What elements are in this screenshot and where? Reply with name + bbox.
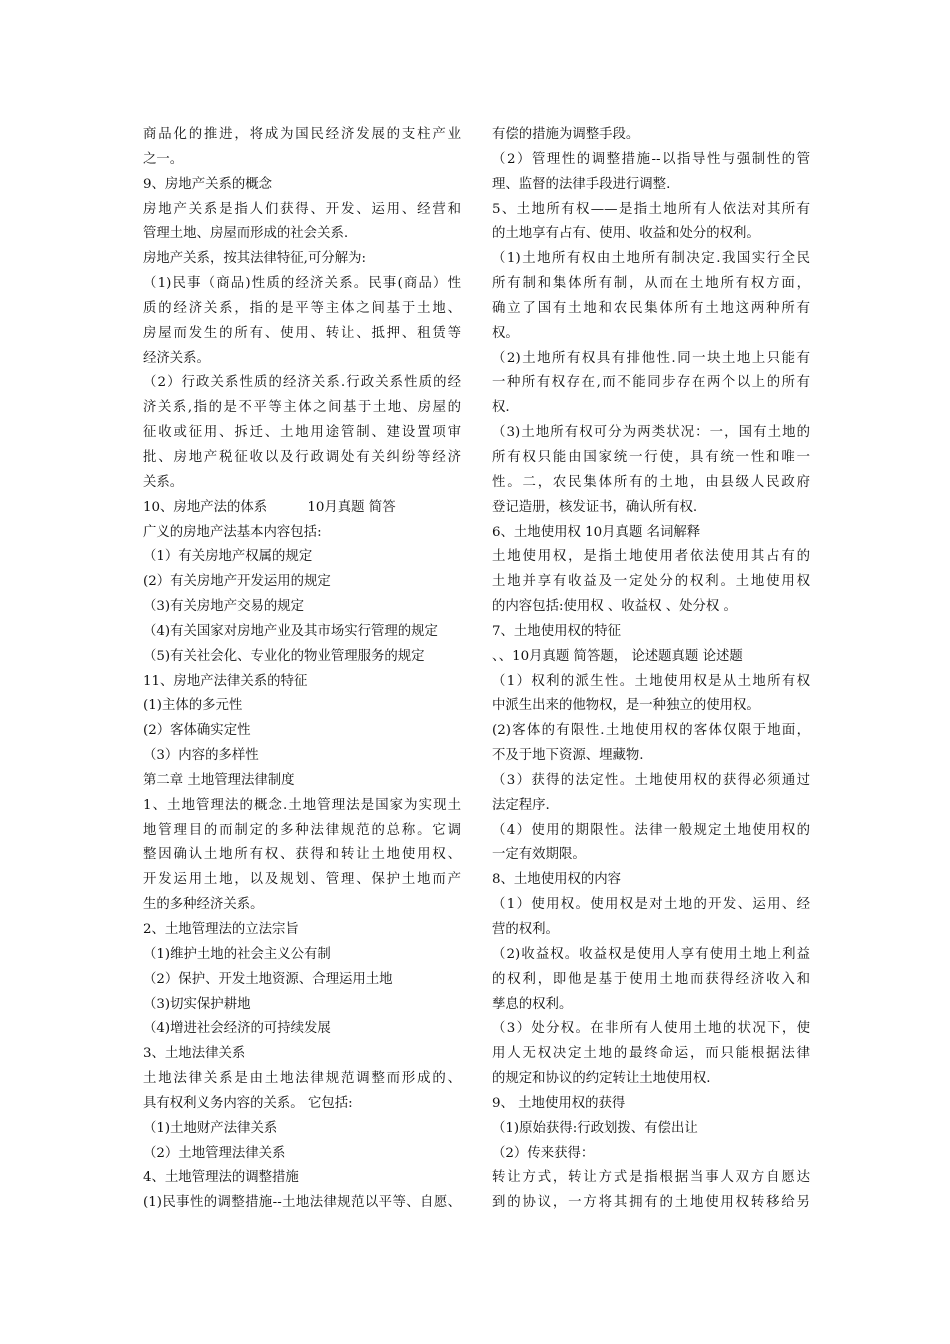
- text-line: (2）客体确实定性: [143, 723, 251, 739]
- text-line: 关系。: [143, 474, 184, 490]
- text-line: （3）内容的多样性: [143, 748, 259, 764]
- text-line: 确立了国有土地和农民集体所有土地这两种所有: [492, 300, 810, 316]
- text-line: 具有权利义务内容的关系。 它包括:: [143, 1095, 353, 1111]
- text-line: 整因确认土地所有权、获得和转让土地使用权、: [143, 847, 461, 863]
- text-line: 的内容包括:使用权 、收益权 、处分权 。: [492, 599, 737, 615]
- text-line: （3）获得的法定性。土地使用权的获得必须通过: [492, 772, 810, 788]
- text-line: （4)增进社会经济的可持续发展: [143, 1021, 331, 1037]
- text-line: （2）保护、开发土地资源、合理运用土地: [143, 971, 393, 987]
- text-line: 8、土地使用权的内容: [492, 872, 622, 888]
- text-line: 征收或征用、拆迁、土地用途管制、建设置项审: [143, 425, 461, 441]
- text-line: （3）处分权。在非所有人使用土地的状况下，使: [492, 1021, 810, 1037]
- text-line: （5)有关社会化、专业化的物业管理服务的规定: [143, 648, 425, 664]
- text-line: 土地法律关系是由土地法律规范调整而形成的、: [143, 1071, 461, 1087]
- text-line: 到的协议，一方将其拥有的土地使用权转移给另: [492, 1195, 810, 1211]
- text-line: （2）传来获得：: [492, 1145, 595, 1161]
- text-line: 法定程序.: [492, 797, 550, 813]
- text-line: （1）权利的派生性。土地使用权是从土地所有权: [492, 673, 810, 689]
- text-line: （4)有关国家对房地产业及其市场实行管理的规定: [143, 623, 438, 639]
- text-line: 中派生出来的他物权，是一种独立的使用权。: [492, 698, 760, 714]
- text-line: 9、 土地使用权的获得: [492, 1095, 626, 1111]
- text-line: 土地并享有收益及一定处分的权利。土地使用权: [492, 574, 810, 590]
- text-line: 的权利，即他是基于使用土地而获得经济收入和: [492, 971, 810, 987]
- text-line: 7、土地使用权的特征: [492, 623, 622, 639]
- text-line: 房屋而发生的所有、使用、转让、抵押、租赁等: [143, 325, 461, 341]
- text-line: 第二章 土地管理法律制度: [143, 772, 295, 788]
- text-line: （1）有关房地产权属的规定: [143, 549, 313, 565]
- text-line: 地管理目的而制定的多种法律规范的总称。它调: [143, 822, 461, 838]
- text-line: 不及于地下资源、埋藏物.: [492, 748, 644, 764]
- text-line: 的规定和协议的约定转让土地使用权.: [492, 1071, 711, 1087]
- text-line: （2)土地所有权具有排他性.同一块土地上只能有: [492, 350, 810, 366]
- text-line: 广义的房地产法基本内容包括:: [143, 524, 322, 540]
- text-line: 权。: [492, 325, 519, 341]
- text-line: (1)民事性的调整措施--土地法律规范以平等、自愿、: [143, 1195, 461, 1211]
- text-line: （1)土地所有权由土地所有制决定.我国实行全民: [492, 251, 810, 267]
- text-line: 经济关系。: [143, 350, 210, 366]
- text-line: （2）土地管理法律关系: [143, 1145, 286, 1161]
- text-line: 所有制和集体所有制，从而在土地所有权方面，: [492, 276, 810, 292]
- text-line: 孳息的权利。: [492, 996, 573, 1012]
- text-line: 商品化的推进，将成为国民经济发展的支柱产业: [143, 127, 461, 142]
- text-line: 理、监督的法律手段进行调整.: [492, 176, 671, 192]
- text-line: （1）使用权。使用权是对土地的开发、运用、经: [492, 897, 810, 913]
- text-line: 转让方式，转让方式是指根据当事人双方自愿达: [492, 1170, 810, 1186]
- text-line: 所有权只能由国家统一行使，具有统一性和唯一: [492, 449, 810, 465]
- text-line: 济关系,指的是不平等主体之间基于土地、房屋的: [143, 400, 461, 416]
- text-line: 5、土地所有权——是指土地所有人依法对其所有: [492, 201, 810, 217]
- text-line: 3、土地法律关系: [143, 1046, 246, 1062]
- text-line: 之一。: [143, 151, 184, 167]
- text-line: 房地产关系是指人们获得、开发、运用、经营和: [143, 201, 461, 217]
- text-line: （4）使用的期限性。法律一般规定土地使用权的: [492, 822, 810, 838]
- text-line: （3)有关房地产交易的规定: [143, 599, 305, 615]
- right-column: [492, 123, 810, 1216]
- text-line: (1)主体的多元性: [143, 698, 243, 714]
- text-line: （1)土地财产法律关系: [143, 1120, 278, 1136]
- text-line: 2、土地管理法的立法宗旨: [143, 922, 299, 937]
- text-line: 房地产关系，按其法律特征,可分解为:: [143, 251, 367, 267]
- text-line: 4、土地管理法的调整措施: [143, 1170, 299, 1186]
- text-line: 性。二，农民集体所有的土地，由县级人民政府: [492, 474, 810, 490]
- text-line: 10、房地产法的体系 10月真题 简答: [143, 499, 396, 515]
- left-column: [143, 123, 461, 1216]
- text-line: 1、土地管理法的概念.土地管理法是国家为实现土: [143, 797, 461, 813]
- text-line: （2）行政关系性质的经济关系.行政关系性质的经: [143, 375, 461, 391]
- text-line: （2）管理性的调整措施--以指导性与强制性的管: [492, 151, 810, 167]
- text-line: 的土地享有占有、使用、收益和处分的权利。: [492, 226, 760, 242]
- text-line: (2）有关房地产开发运用的规定: [143, 574, 331, 590]
- text-line: 登记造册，核发证书，确认所有权.: [492, 499, 698, 515]
- text-line: 9、房地产关系的概念: [143, 176, 273, 192]
- text-line: 土地使用权，是指土地使用者依法使用其占有的: [492, 549, 810, 565]
- text-line: 质的经济关系，指的是平等主体之间基于土地、: [143, 300, 461, 316]
- text-line: （1)原始获得:行政划拨、有偿出让: [492, 1120, 698, 1136]
- text-line: （3)土地所有权可分为两类状况：一，国有土地的: [492, 425, 810, 441]
- text-line: 批、房地产税征收以及行政调处有关纠纷等经济: [143, 449, 461, 465]
- text-line: 生的多种经济关系。: [143, 897, 264, 913]
- text-line: 有偿的措施为调整手段。: [492, 127, 640, 142]
- text-line: （1)民事（商品)性质的经济关系。民事(商品）性: [143, 276, 461, 292]
- text-line: 开发运用土地，以及规划、管理、保护土地而产: [143, 872, 461, 888]
- text-line: （1)维护土地的社会主义公有制: [143, 946, 331, 962]
- text-line: 11、房地产法律关系的特征: [143, 673, 308, 689]
- text-line: 权.: [492, 400, 510, 416]
- text-line: 一种所有权存在,而不能同步存在两个以上的所有: [492, 375, 810, 391]
- text-line: （2)收益权。收益权是使用人享有使用土地上利益: [492, 946, 810, 962]
- text-line: 用人无权决定土地的最终命运，而只能根据法律: [492, 1046, 810, 1062]
- text-line: (2)客体的有限性.土地使用权的客体仅限于地面，: [492, 723, 810, 739]
- text-line: 6、土地使用权 10月真题 名词解释: [492, 524, 701, 540]
- text-line: 营的权利。: [492, 922, 559, 937]
- text-line: （3)切实保护耕地: [143, 996, 251, 1012]
- text-line: 、、10月真题 简答题， 论述题真题 论述题: [492, 648, 743, 664]
- text-line: 管理土地、房屋而形成的社会关系.: [143, 226, 349, 242]
- text-line: 一定有效期限。: [492, 847, 586, 863]
